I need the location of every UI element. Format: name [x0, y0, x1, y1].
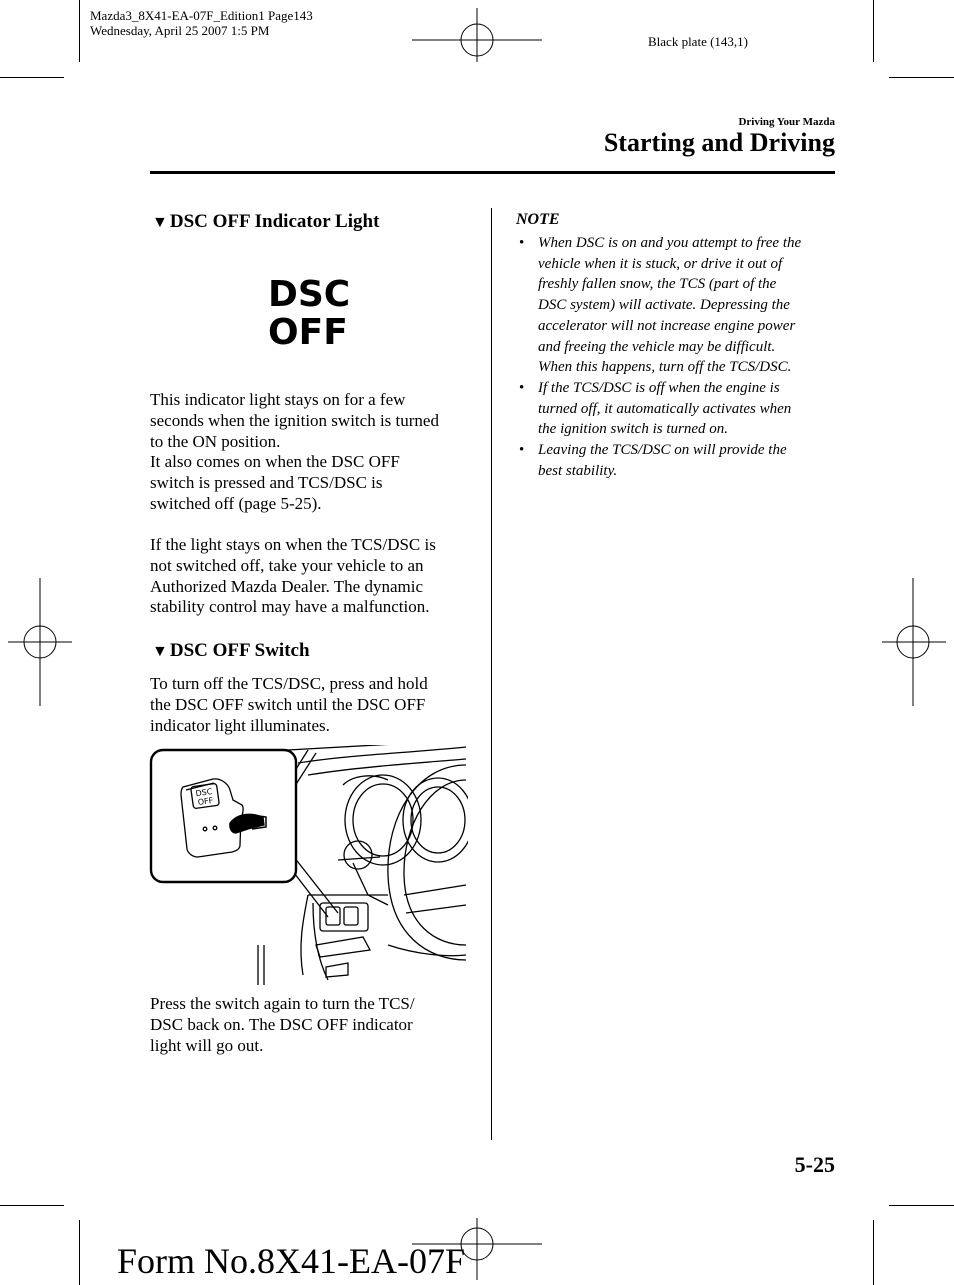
page-number: 5-25 — [794, 1152, 835, 1177]
bullet-icon: • — [519, 235, 525, 251]
triangle-icon: ▼ — [152, 643, 168, 660]
print-info-line1: Mazda3_8X41-EA-07F_Edition1 Page143 — [90, 8, 313, 23]
text-line: When DSC is on and you attempt to free the — [538, 235, 802, 251]
text-line: Press the switch again to turn the TCS/ — [150, 994, 415, 1013]
text-line: the DSC OFF switch until the DSC OFF — [150, 694, 426, 714]
chapter-label: Driving Your Mazda — [738, 116, 835, 128]
text-line: Authorized Mazda Dealer. The dynamic — [150, 576, 423, 596]
form-number: Form No.8X41-EA-07F — [117, 1241, 465, 1281]
text-line: DSC system) will activate. Depressing the — [538, 297, 790, 314]
text-line: accelerator will not increase engine power — [538, 317, 796, 334]
text-line: best stability. — [538, 462, 618, 479]
text-line: When this happens, turn off the TCS/DSC. — [538, 359, 792, 376]
switch-paragraph-1 — [150, 674, 475, 736]
bullet-icon: • — [519, 442, 525, 459]
dsc-off-indicator-icon — [268, 276, 350, 352]
dsc-switch-illustration — [148, 745, 468, 985]
text-line: Leaving the TCS/DSC on will provide the — [538, 442, 787, 459]
text-line: switched off (page 5-25). — [150, 493, 322, 513]
column-divider — [491, 208, 492, 1140]
text-line: If the TCS/DSC is off when the engine is — [538, 379, 780, 396]
illustration-label-dsc: DSC — [194, 786, 213, 799]
triangle-icon: ▼ — [152, 214, 168, 231]
dsc-icon-line1: DSC — [268, 274, 351, 315]
print-info-line2: Wednesday, April 25 2007 1:5 PM — [90, 23, 270, 38]
text-line: If the light stays on when the TCS/DSC is — [150, 535, 436, 554]
text-line: It also comes on when the DSC OFF — [150, 452, 400, 472]
text-line: DSC back on. The DSC OFF indicator — [150, 1014, 413, 1034]
note-title: NOTE — [516, 211, 560, 228]
indicator-heading — [152, 211, 379, 233]
switch-heading-text: DSC OFF Switch — [169, 640, 310, 661]
text-line: This indicator light stays on for a few — [150, 390, 406, 409]
note-item — [516, 440, 841, 481]
note-item — [516, 233, 841, 378]
indicator-heading-text: DSC OFF Indicator Light — [169, 211, 380, 232]
text-line: light will go out. — [150, 1035, 264, 1055]
header-rule — [150, 171, 835, 174]
text-line: vehicle when it is stuck, or drive it out of — [538, 255, 783, 272]
text-line: seconds when the ignition switch is turned — [150, 410, 439, 430]
print-info — [90, 8, 313, 38]
text-line: stability control may have a malfunction. — [150, 597, 430, 617]
text-line: To turn off the TCS/DSC, press and hold — [150, 674, 428, 693]
switch-paragraph-2 — [150, 994, 475, 1056]
dsc-icon-line2: OFF — [268, 312, 348, 353]
text-line: to the ON position. — [150, 431, 281, 451]
illustration-label-off: OFF — [197, 795, 214, 808]
bullet-icon: • — [519, 379, 525, 396]
text-line: turned off, it automatically activates when — [538, 400, 792, 417]
section-title: Starting and Driving — [603, 128, 835, 157]
text-line: switch is pressed and TCS/DSC is — [150, 473, 383, 493]
note-list — [516, 233, 841, 481]
plate-label: Black plate (143,1) — [648, 34, 748, 49]
text-line: the ignition switch is turned on. — [538, 421, 728, 438]
indicator-paragraph-2 — [150, 535, 475, 618]
text-line: freshly fallen snow, the TCS (part of the — [538, 276, 777, 293]
note-item — [516, 378, 841, 440]
text-line: not switched off, take your vehicle to an — [150, 555, 424, 575]
switch-heading — [152, 640, 310, 662]
text-line: indicator light illuminates. — [150, 715, 330, 735]
indicator-paragraph-1 — [150, 390, 475, 515]
text-line: and freeing the vehicle may be difficult. — [538, 338, 776, 355]
